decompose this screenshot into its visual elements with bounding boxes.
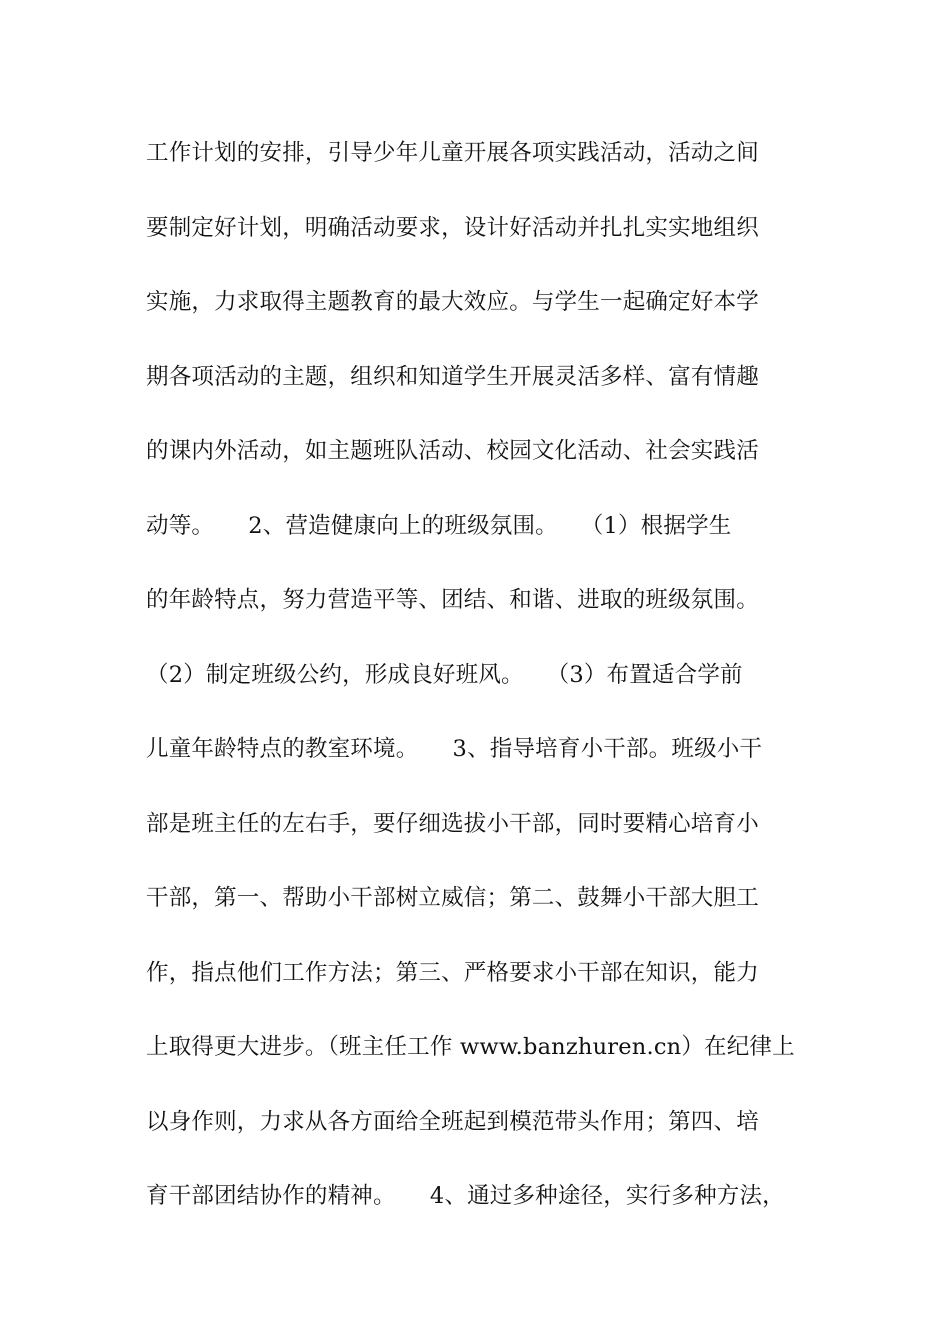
text-line: 作，指点他们工作方法；第三、严格要求小干部在知识，能力: [146, 959, 759, 986]
text-line: 上取得更大进步。（班主任工作 www.banzhuren.cn）在纪律上: [146, 1034, 795, 1060]
text-line: 要制定好计划，明确活动要求，设计好活动并扎扎实实地组织: [146, 214, 759, 241]
text-line: 工作计划的安排，引导少年儿童开展各项实践活动，活动之间: [146, 140, 759, 166]
text-line: 儿童年龄特点的教室环境。 3、指导培育小干部。班级小干: [146, 736, 763, 762]
text-line: 动等。 2、营造健康向上的班级氛围。 （1）根据学生: [146, 512, 732, 539]
text-line: 的年龄特点，努力营造平等、团结、和谐、进取的班级氛围。: [146, 587, 759, 613]
text-line: 干部，第一、帮助小干部树立威信；第二、鼓舞小干部大胆工: [146, 885, 759, 911]
text-line: （2）制定班级公约，形成良好班风。 （3）布置适合学前: [146, 661, 743, 688]
text-line: 的课内外活动，如主题班队活动、校园文化活动、社会实践活: [146, 438, 759, 464]
text-line: 以身作则，力求从各方面给全班起到模范带头作用；第四、培: [146, 1108, 759, 1135]
text-line: 期各项活动的主题，组织和知道学生开展灵活多样、富有情趣: [146, 363, 759, 390]
text-line: 部是班主任的左右手，要仔细选拔小干部，同时要精心培育小: [146, 810, 759, 837]
text-line: 实施，力求取得主题教育的最大效应。与学生一起确定好本学: [146, 289, 759, 315]
text-line: 育干部团结协作的精神。 4、通过多种途径，实行多种方法，: [146, 1183, 785, 1209]
body-text: [146, 131, 836, 1249]
